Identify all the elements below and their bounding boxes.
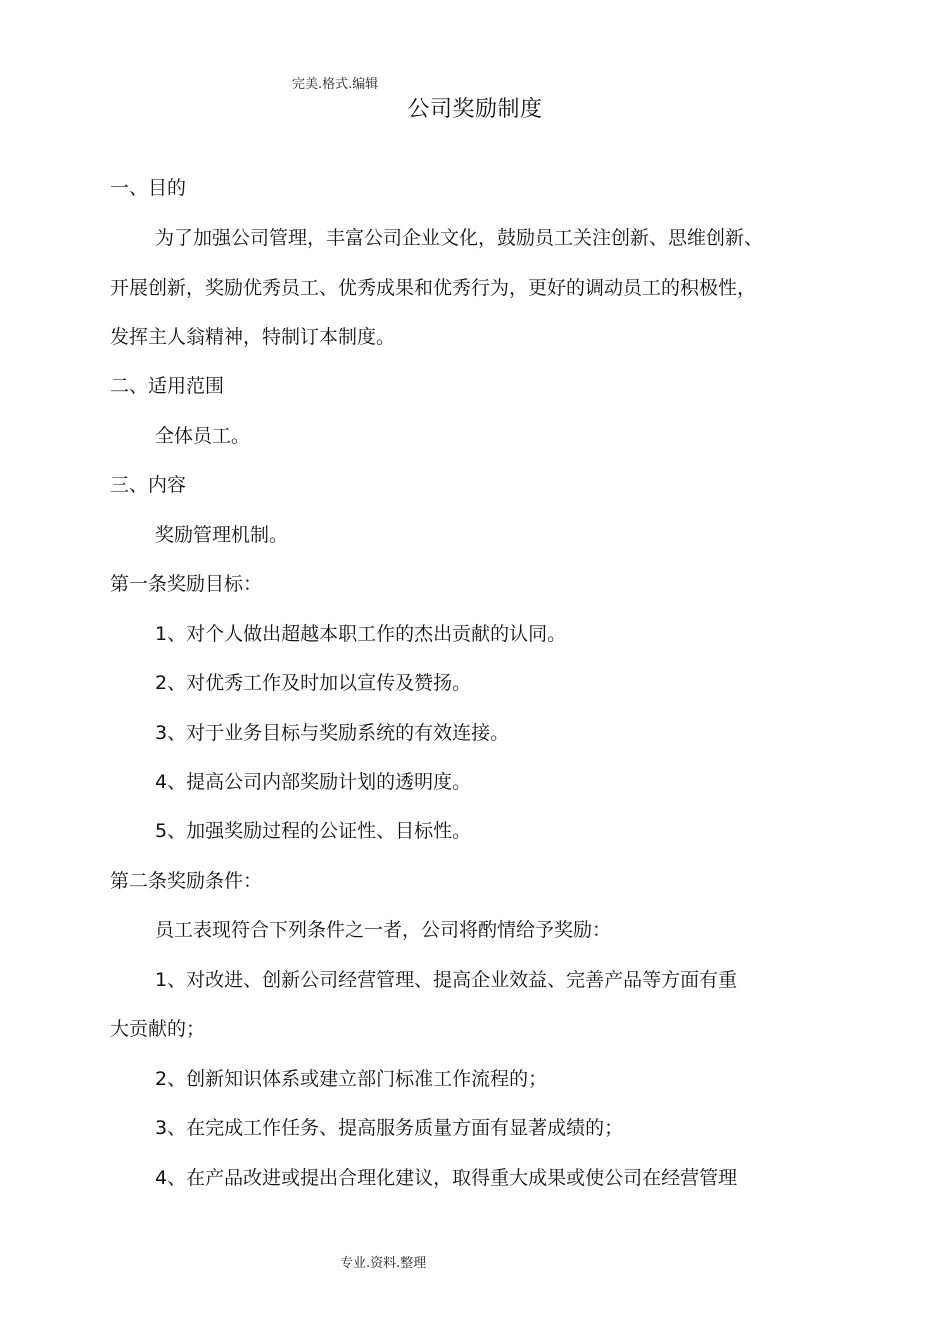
list-item: 1、对个人做出超越本职工作的杰出贡献的认同。 <box>155 623 567 645</box>
header-note: 完美.格式.编辑 <box>292 77 379 92</box>
footer-note: 专业.资料.整理 <box>340 1256 427 1271</box>
paragraph-line: 奖励管理机制。 <box>155 524 289 546</box>
paragraph-line: 发挥主人翁精神，特制订本制度。 <box>110 326 396 348</box>
paragraph-line: 员工表现符合下列条件之一者，公司将酌情给予奖励： <box>155 919 612 941</box>
section-heading-content: 三、内容 <box>110 474 187 496</box>
list-item: 1、对改进、创新公司经营管理、提高企业效益、完善产品等方面有重 <box>155 969 738 991</box>
paragraph-line: 开展创新，奖励优秀员工、优秀成果和优秀行为，更好的调动员工的积极性， <box>110 277 757 299</box>
paragraph-line: 为了加强公司管理，丰富公司企业文化，鼓励员工关注创新、思维创新、 <box>155 227 764 249</box>
list-item: 5、加强奖励过程的公证性、目标性。 <box>155 820 472 842</box>
list-item: 4、提高公司内部奖励计划的透明度。 <box>155 771 472 793</box>
list-item: 3、对于业务目标与奖励系统的有效连接。 <box>155 722 510 744</box>
list-item: 2、创新知识体系或建立部门标准工作流程的； <box>155 1068 548 1090</box>
list-item: 2、对优秀工作及时加以宣传及赞扬。 <box>155 672 472 694</box>
list-item: 4、在产品改进或提出合理化建议，取得重大成果或使公司在经营管理 <box>155 1167 738 1189</box>
section-heading-scope: 二、适用范围 <box>110 375 225 397</box>
article-heading-2: 第二条奖励条件： <box>110 870 263 892</box>
paragraph-line: 全体员工。 <box>155 425 251 447</box>
document-title: 公司奖励制度 <box>407 97 543 122</box>
section-heading-purpose: 一、目的 <box>110 177 187 199</box>
list-item-continuation: 大贡献的； <box>110 1018 206 1040</box>
article-heading-1: 第一条奖励目标： <box>110 573 263 595</box>
list-item: 3、在完成工作任务、提高服务质量方面有显著成绩的； <box>155 1117 624 1139</box>
